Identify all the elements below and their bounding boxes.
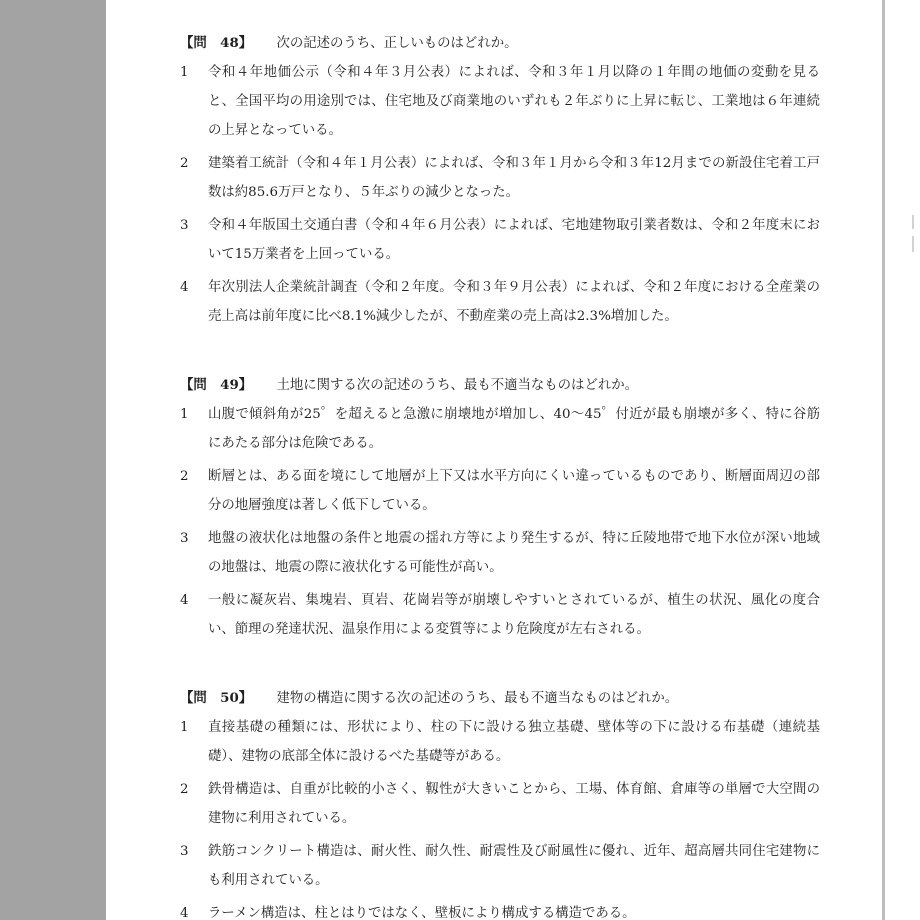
option-number: 4 xyxy=(180,280,189,295)
option-number: 2 xyxy=(180,469,189,484)
option-1 xyxy=(180,58,820,145)
question-48 xyxy=(180,28,820,335)
option-3 xyxy=(180,837,820,895)
question-49 xyxy=(180,370,820,648)
option-1 xyxy=(180,713,820,771)
option-4 xyxy=(180,899,820,920)
option-text: 令和４年版国土交通白書（令和４年６月公表）によれば、宅地建物取引業者数は、令和２年度末において15万業者を上回っている。 xyxy=(208,218,820,262)
option-2 xyxy=(180,775,820,833)
question-header xyxy=(180,683,820,713)
option-text: 山腹で傾斜角が25゜を超えると急激に崩壊地が増加し、40〜45゜付近が最も崩壊が多く、特に谷筋にあたる部分は危険である。 xyxy=(208,407,820,451)
option-text: ラーメン構造は、柱とはりではなく、壁板により構成する構造である。 xyxy=(208,906,636,920)
option-2 xyxy=(180,149,820,207)
option-1 xyxy=(180,400,820,458)
option-number: 2 xyxy=(180,156,189,171)
option-text: 令和４年地価公示（令和４年３月公表）によれば、令和３年１月以降の１年間の地価の変動を見ると、全国平均の用途別では、住宅地及び商業地のいずれも２年ぶりに上昇に転じ、工業地は６年連続の上昇となっている。 xyxy=(208,65,820,138)
option-number: 3 xyxy=(180,531,189,546)
question-statement: 土地に関する次の記述のうち、最も不適当なものはどれか。 xyxy=(276,378,639,393)
option-4 xyxy=(180,273,820,331)
option-4 xyxy=(180,586,820,644)
option-number: 2 xyxy=(180,782,189,797)
question-number: 【問 49】 xyxy=(180,377,253,393)
viewer-left-gutter xyxy=(0,0,106,920)
option-text: 一般に凝灰岩、集塊岩、頁岩、花崗岩等が崩壊しやすいとされているが、植生の状況、風化の度合い、節理の発達状況、温泉作用による変質等により危険度が左右される。 xyxy=(208,593,820,637)
question-number: 【問 48】 xyxy=(180,35,253,51)
option-number: 1 xyxy=(180,407,189,422)
option-number: 4 xyxy=(180,593,189,608)
option-text: 鉄骨構造は、自重が比較的小さく、靱性が大きいことから、工場、体育館、倉庫等の単層で大空間の建物に利用されている。 xyxy=(208,782,820,826)
option-3 xyxy=(180,211,820,269)
option-3 xyxy=(180,524,820,582)
option-number: 4 xyxy=(180,906,189,920)
option-text: 建築着工統計（令和４年１月公表）によれば、令和３年１月から令和３年12月までの新設住宅着工戸数は約85.6万戸となり、５年ぶりの減少となった。 xyxy=(208,156,820,200)
option-2 xyxy=(180,462,820,520)
question-statement: 次の記述のうち、正しいものはどれか。 xyxy=(276,36,518,51)
question-50 xyxy=(180,683,820,920)
option-number: 1 xyxy=(180,720,189,735)
viewer-right-margin xyxy=(885,0,920,920)
option-text: 地盤の液状化は地盤の条件と地震の揺れ方等により発生するが、特に丘陵地帯で地下水位が深い地域の地盤は、地震の際に液状化する可能性が高い。 xyxy=(208,531,820,575)
question-number: 【問 50】 xyxy=(180,690,253,706)
option-text: 年次別法人企業統計調査（令和２年度。令和３年９月公表）によれば、令和２年度における全産業の売上高は前年度に比べ8.1%減少したが、不動産業の売上高は2.3%増加した。 xyxy=(208,280,820,324)
option-text: 断層とは、ある面を境にして地層が上下又は水平方向にくい違っているものであり、断層面周辺の部分の地層強度は著しく低下している。 xyxy=(208,469,820,513)
option-number: 1 xyxy=(180,65,189,80)
option-text: 直接基礎の種類には、形状により、柱の下に設ける独立基礎、壁体等の下に設ける布基礎（連続基礎）、建物の底部全体に設けるべた基礎等がある。 xyxy=(208,720,820,764)
question-statement: 建物の構造に関する次の記述のうち、最も不適当なものはどれか。 xyxy=(276,691,679,706)
question-header xyxy=(180,370,820,400)
option-number: 3 xyxy=(180,844,189,859)
question-header xyxy=(180,28,820,58)
option-number: 3 xyxy=(180,218,189,233)
option-text: 鉄筋コンクリート構造は、耐火性、耐久性、耐震性及び耐風性に優れ、近年、超高層共同住宅建物にも利用されている。 xyxy=(208,844,820,888)
